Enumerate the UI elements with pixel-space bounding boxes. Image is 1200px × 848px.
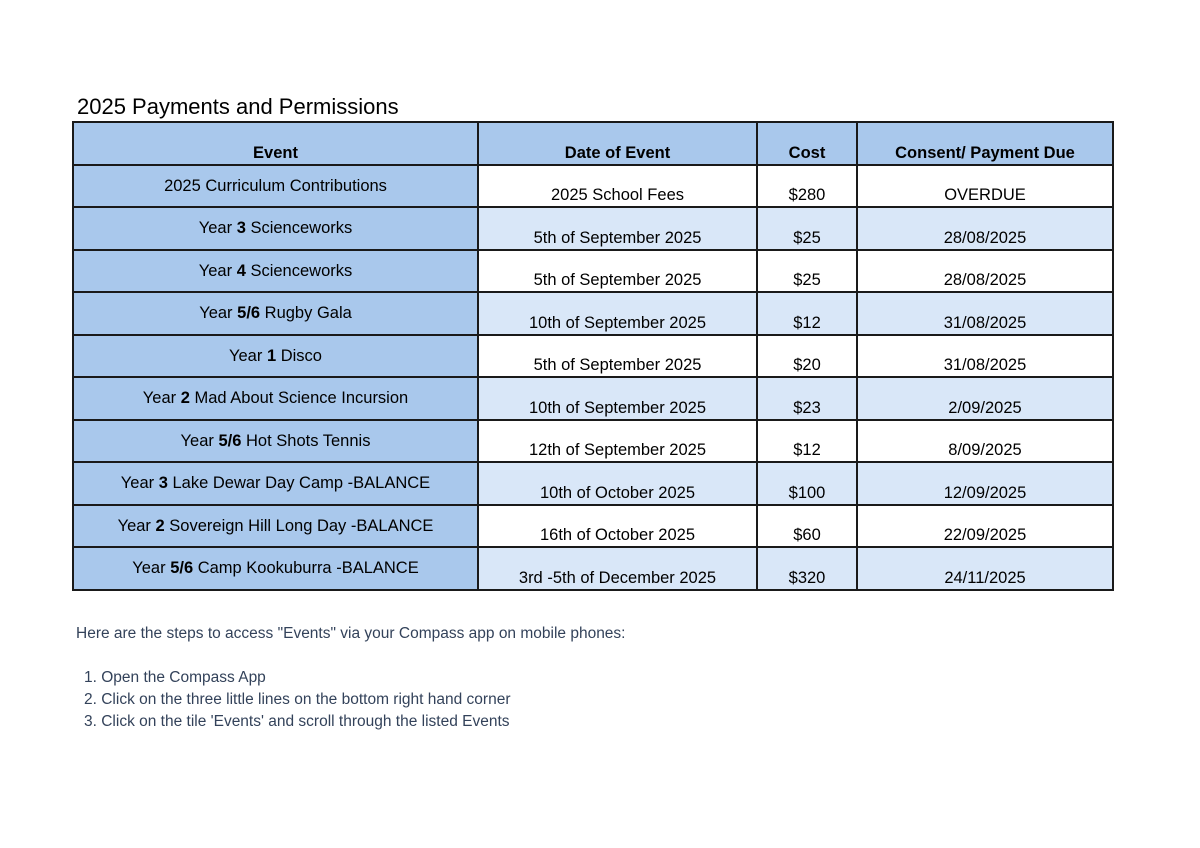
table-row	[73, 547, 1113, 590]
table-row	[73, 335, 1113, 378]
cost-cell: $23	[757, 377, 857, 420]
event-name-prefix: Year	[198, 219, 237, 238]
event-name-prefix: Year	[198, 261, 237, 280]
event-cell	[73, 250, 478, 293]
event-name-rest: Hot Shots Tennis	[241, 431, 371, 450]
table-row	[73, 207, 1113, 250]
table-row	[73, 420, 1113, 463]
event-cell	[73, 377, 478, 420]
instruction-step: 1. Open the Compass App	[84, 669, 266, 686]
event-name-rest: Sovereign Hill Long Day -BALANCE	[164, 516, 434, 535]
instruction-steps	[84, 667, 511, 733]
payment-due-cell: OVERDUE	[857, 165, 1113, 208]
cost-cell: $20	[757, 335, 857, 378]
event-year-level: 5/6	[170, 559, 194, 578]
table-row	[73, 250, 1113, 293]
event-year-level: 1	[266, 346, 277, 365]
date-of-event-cell: 5th of September 2025	[478, 207, 757, 250]
event-cell	[73, 165, 478, 208]
event-name-prefix: Year	[117, 516, 156, 535]
instructions-intro: Here are the steps to access "Events" via your Compass app on mobile phones:	[76, 625, 626, 642]
event-year-level: 2	[155, 516, 165, 535]
event-cell	[73, 420, 478, 463]
event-year-level: 3	[158, 474, 168, 493]
event-cell	[73, 547, 478, 590]
event-name-rest: 2025 Curriculum Contributions	[164, 176, 387, 195]
event-name-rest: Disco	[276, 346, 322, 365]
table-row	[73, 505, 1113, 548]
date-of-event-cell: 5th of September 2025	[478, 335, 757, 378]
event-cell	[73, 292, 478, 335]
event-name-rest: Rugby Gala	[260, 304, 352, 323]
cost-cell: $60	[757, 505, 857, 548]
event-cell	[73, 207, 478, 250]
date-of-event-cell: 3rd -5th of December 2025	[478, 547, 757, 590]
cost-cell: $12	[757, 420, 857, 463]
event-name-prefix: Year	[120, 474, 159, 493]
instruction-step: 3. Click on the tile 'Events' and scroll through the listed Events	[84, 713, 510, 730]
date-of-event-cell: 10th of October 2025	[478, 462, 757, 505]
date-of-event-cell: 12th of September 2025	[478, 420, 757, 463]
payment-due-cell: 31/08/2025	[857, 292, 1113, 335]
payment-due-cell: 8/09/2025	[857, 420, 1113, 463]
event-name-rest: Lake Dewar Day Camp -BALANCE	[167, 474, 431, 493]
payment-due-cell: 28/08/2025	[857, 207, 1113, 250]
cost-cell: $320	[757, 547, 857, 590]
date-of-event-cell: 5th of September 2025	[478, 250, 757, 293]
header-cost: Cost	[757, 122, 857, 165]
event-name-rest: Camp Kookuburra -BALANCE	[193, 559, 419, 578]
date-of-event-cell: 10th of September 2025	[478, 292, 757, 335]
event-year-level: 4	[236, 261, 246, 280]
table-row	[73, 377, 1113, 420]
event-cell	[73, 335, 478, 378]
cost-cell: $280	[757, 165, 857, 208]
payment-due-cell: 28/08/2025	[857, 250, 1113, 293]
event-name-rest: Scienceworks	[245, 219, 353, 238]
instruction-step: 2. Click on the three little lines on the bottom right hand corner	[84, 691, 511, 708]
table-header-row	[73, 122, 1113, 165]
date-of-event-cell: 10th of September 2025	[478, 377, 757, 420]
event-name-prefix: Year	[142, 389, 181, 408]
event-name-prefix: Year	[229, 346, 267, 365]
event-name-prefix: Year	[199, 304, 238, 323]
cost-cell: $25	[757, 250, 857, 293]
payment-due-cell: 12/09/2025	[857, 462, 1113, 505]
table-body	[73, 165, 1113, 590]
date-of-event-cell: 16th of October 2025	[478, 505, 757, 548]
payment-due-cell: 31/08/2025	[857, 335, 1113, 378]
event-cell	[73, 505, 478, 548]
table-row	[73, 462, 1113, 505]
event-year-level: 5/6	[237, 304, 261, 323]
cost-cell: $100	[757, 462, 857, 505]
payment-due-cell: 22/09/2025	[857, 505, 1113, 548]
cost-cell: $25	[757, 207, 857, 250]
event-name-rest: Scienceworks	[245, 261, 353, 280]
event-name-rest: Mad About Science Incursion	[189, 389, 409, 408]
payment-due-cell: 24/11/2025	[857, 547, 1113, 590]
event-name-prefix: Year	[180, 431, 219, 450]
date-of-event-cell: 2025 School Fees	[478, 165, 757, 208]
event-year-level: 2	[180, 389, 190, 408]
payments-table	[72, 121, 1114, 591]
header-event: Event	[73, 122, 478, 165]
table-row	[73, 292, 1113, 335]
event-year-level: 3	[236, 219, 246, 238]
cost-cell: $12	[757, 292, 857, 335]
event-year-level: 5/6	[218, 431, 242, 450]
header-date-of-event: Date of Event	[478, 122, 757, 165]
event-cell	[73, 462, 478, 505]
table-row	[73, 165, 1113, 208]
event-name-prefix: Year	[132, 559, 171, 578]
page-title: 2025 Payments and Permissions	[77, 94, 399, 119]
payment-due-cell: 2/09/2025	[857, 377, 1113, 420]
header-consent-payment-due: Consent/ Payment Due	[857, 122, 1113, 165]
